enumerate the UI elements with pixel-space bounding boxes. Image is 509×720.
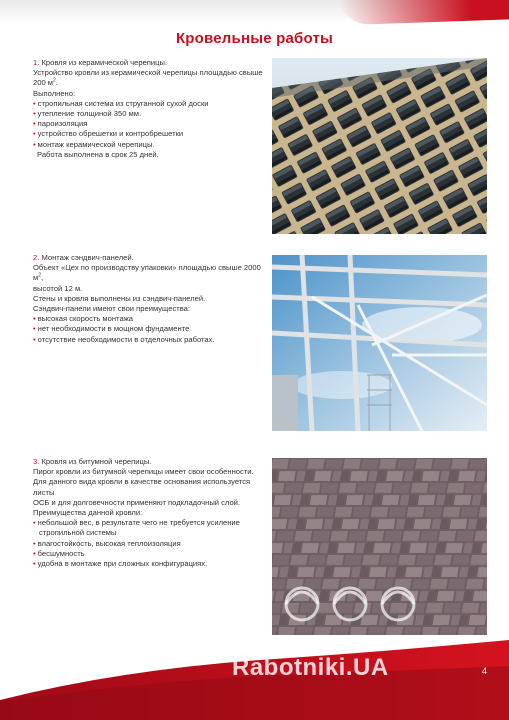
section-sandwich-panels: [33, 253, 265, 345]
list-item: • утепление толщиной 350 мм.: [33, 109, 142, 119]
section-line: 200 $м^2$.: [33, 77, 58, 88]
list-item: • устройство обрешетки и контробрешетки: [33, 129, 184, 139]
section-line: Устройство кровли из керамической черепицы площадью свыше: [33, 68, 263, 78]
list-item: • отсутствие необходимости в отделочных работах.: [33, 334, 215, 344]
section-number: 1.: [33, 58, 40, 67]
bullet-icon: •: [33, 548, 36, 558]
section-line: Сэндвич-панели имеют свои преимущества:: [33, 304, 190, 314]
section-line: Выполнено:: [33, 88, 76, 98]
bullet-icon: •: [33, 109, 36, 119]
bullet-icon: •: [33, 119, 36, 129]
section-title: Монтаж сэндвич-панелей.: [39, 253, 134, 262]
bullet-icon: •: [33, 139, 36, 149]
bullet-icon: •: [33, 129, 36, 139]
section-heading: [33, 457, 273, 467]
section-line: Пирог кровли из битумной черепицы имеет свои особенности.: [33, 467, 254, 477]
list-item-continuation: стропильной системы: [39, 528, 117, 538]
photo-ceramic-tiles: [272, 58, 487, 234]
section-number: 2.: [33, 253, 40, 262]
section-heading: [33, 253, 265, 263]
section-line: Преимущества данной кровли:: [33, 508, 143, 518]
section-bitumen-tiles: [33, 457, 273, 569]
section-line: Работа выполнена в срок 25 дней.: [37, 149, 159, 159]
list-item: • влагостойкость, высокая теплоизоляция: [33, 538, 181, 548]
photo-steel-frame: [272, 255, 487, 431]
bullet-icon: •: [33, 518, 36, 528]
list-item: • нет необходимости в мощном фундаменте: [33, 324, 190, 334]
list-item: • стропильная система из струганной сухой доски: [33, 98, 209, 108]
list-item: • пароизоляция: [33, 119, 88, 129]
bullet-icon: •: [33, 98, 36, 108]
bullet-icon: •: [33, 334, 36, 344]
page-title: Кровельные работы: [175, 30, 334, 47]
section-line: Объект «Цех по производству упаковки» площадью свыше 2000 $м^2$,: [33, 263, 261, 283]
list-item: • небольшой вес, в результате чего не требуется усиление: [33, 518, 240, 528]
list-item: • высокая скорость монтажа: [33, 314, 133, 324]
list-item: • бесшумность: [33, 548, 85, 558]
section-line: Для данного вида кровли в качестве основания используется листы: [33, 477, 251, 497]
page-number: 4: [481, 666, 487, 676]
bullet-icon: •: [33, 314, 36, 324]
section-number: 3.: [33, 457, 40, 466]
section-line: ОСБ и для долговечности применяют подкладочный слой.: [33, 497, 241, 507]
bullet-icon: •: [33, 559, 36, 569]
section-title: Кровля из керамической черепицы.: [39, 58, 168, 67]
bullet-icon: •: [33, 324, 36, 334]
section-line: высотой 12 м.: [33, 283, 83, 293]
watermark-workers-icon: [282, 576, 422, 636]
list-item: • монтаж керамической черепицы.: [33, 139, 155, 149]
list-item: • удобна в монтаже при сложных конфигурациях.: [33, 559, 208, 569]
section-title: Кровля из битумной черепицы.: [39, 457, 152, 466]
watermark-text: Rabotniki.UA: [232, 654, 389, 681]
section-line: Стены и кровля выполнены из сэндвич-панелей.: [33, 293, 206, 303]
bullet-icon: •: [33, 538, 36, 548]
section-ceramic-roof: [33, 58, 263, 160]
section-heading: [33, 58, 263, 68]
